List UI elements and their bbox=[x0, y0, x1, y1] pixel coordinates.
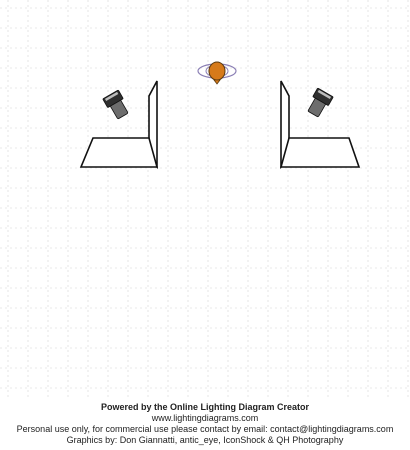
footer-license: Personal use only, for commercial use please contact by email: contact@lightingdiagrams.com bbox=[16, 424, 394, 434]
right-speedlight-icon[interactable] bbox=[305, 88, 333, 119]
footer-website[interactable]: www.lightingdiagrams.com bbox=[151, 413, 259, 423]
footer-powered-by: Powered by the Online Lighting Diagram Creator bbox=[100, 402, 310, 412]
subject-person-top-view-icon[interactable] bbox=[198, 62, 236, 84]
footer-credits: Graphics by: Don Giannatti, antic_eye, IconShock & QH Photography bbox=[66, 435, 344, 445]
left-speedlight-icon[interactable] bbox=[103, 90, 131, 121]
credits-footer bbox=[0, 402, 410, 446]
